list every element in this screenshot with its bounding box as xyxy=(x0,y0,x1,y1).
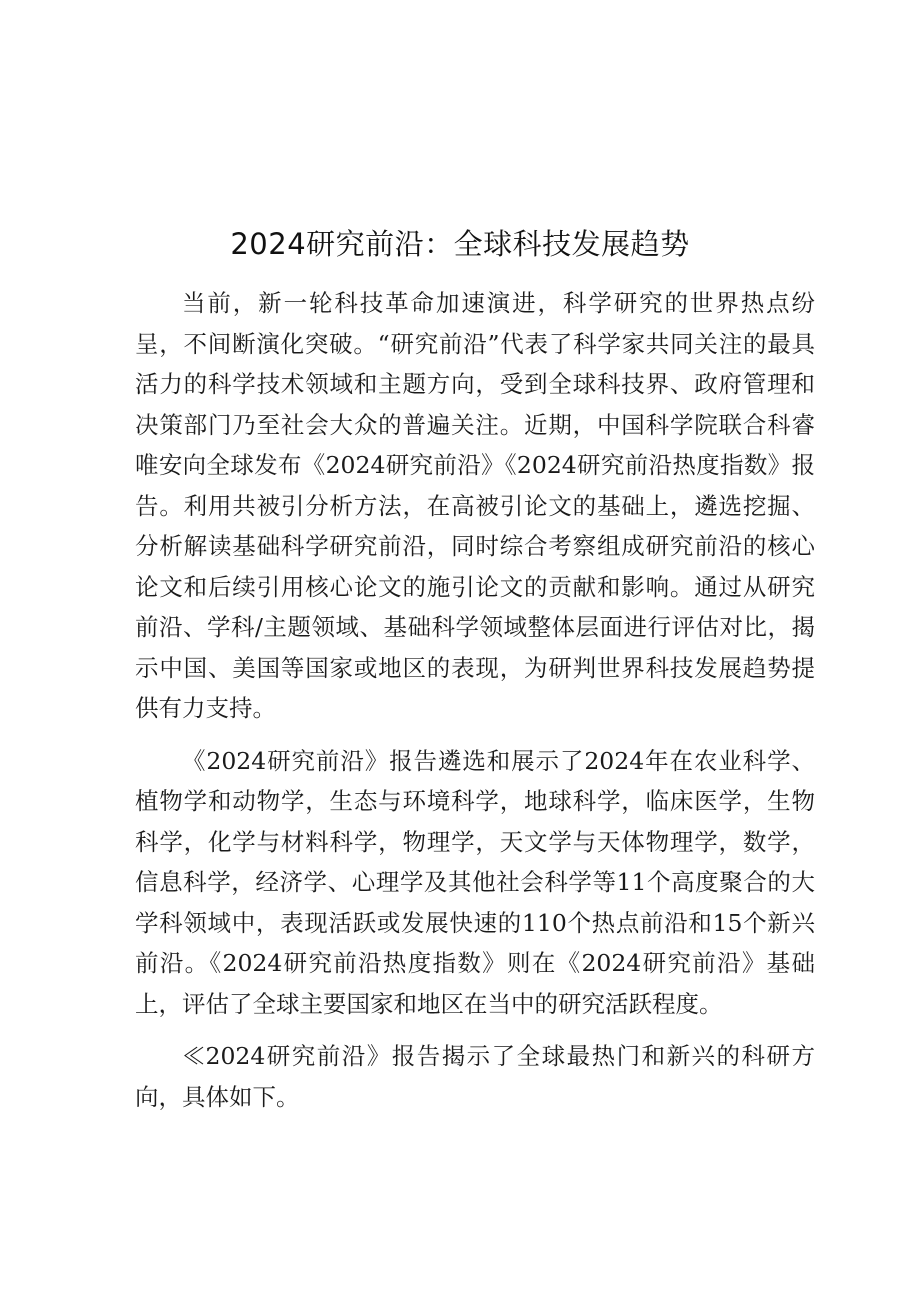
document-body xyxy=(135,283,815,1117)
paragraph-lead-in: ≪2024研究前沿》报告揭示了全球最热门和新兴的科研方向，具体如下。 xyxy=(135,1042,815,1111)
document-title: 2024研究前沿：全球科技发展趋势 xyxy=(230,227,690,261)
paragraph-report-scope: 《2024研究前沿》报告遴选和展示了2024年在农业科学、植物学和动物学，生态与环境科学，地球科学，临床医学，生物科学，化学与材料科学，物理学，天文学与天体物理学，数学，信息科学，经济学、心理学及其他社会科学等11个高度聚合的大学科领域中，表现活跃或发展快速的110个热点前沿和15个新兴前沿。《2024研究前沿热度指数》则在《2024研究前沿》基础上，评估了全球主要国家和地区在当中的研究活跃程度。 xyxy=(135,746,815,1018)
paragraph-intro: 当前，新一轮科技革命加速演进，科学研究的世界热点纷呈，不间断演化突破。“研究前沿”代表了科学家共同关注的最具活力的科学技术领域和主题方向，受到全球科技界、政府管理和决策部门乃至社会大众的普遍关注。近期，中国科学院联合科睿唯安向全球发布《2024研究前沿》《2024研究前沿热度指数》报告。利用共被引分析方法，在高被引论文的基础上，遴选挖掘、分析解读基础科学研究前沿，同时综合考察组成研究前沿的核心论文和后续引用核心论文的施引论文的贡献和影响。通过从研究前沿、学科/主题领域、基础科学领域整体层面进行评估对比，揭示中国、美国等国家或地区的表现，为研判世界科技发展趋势提供有力支持。 xyxy=(135,289,815,722)
